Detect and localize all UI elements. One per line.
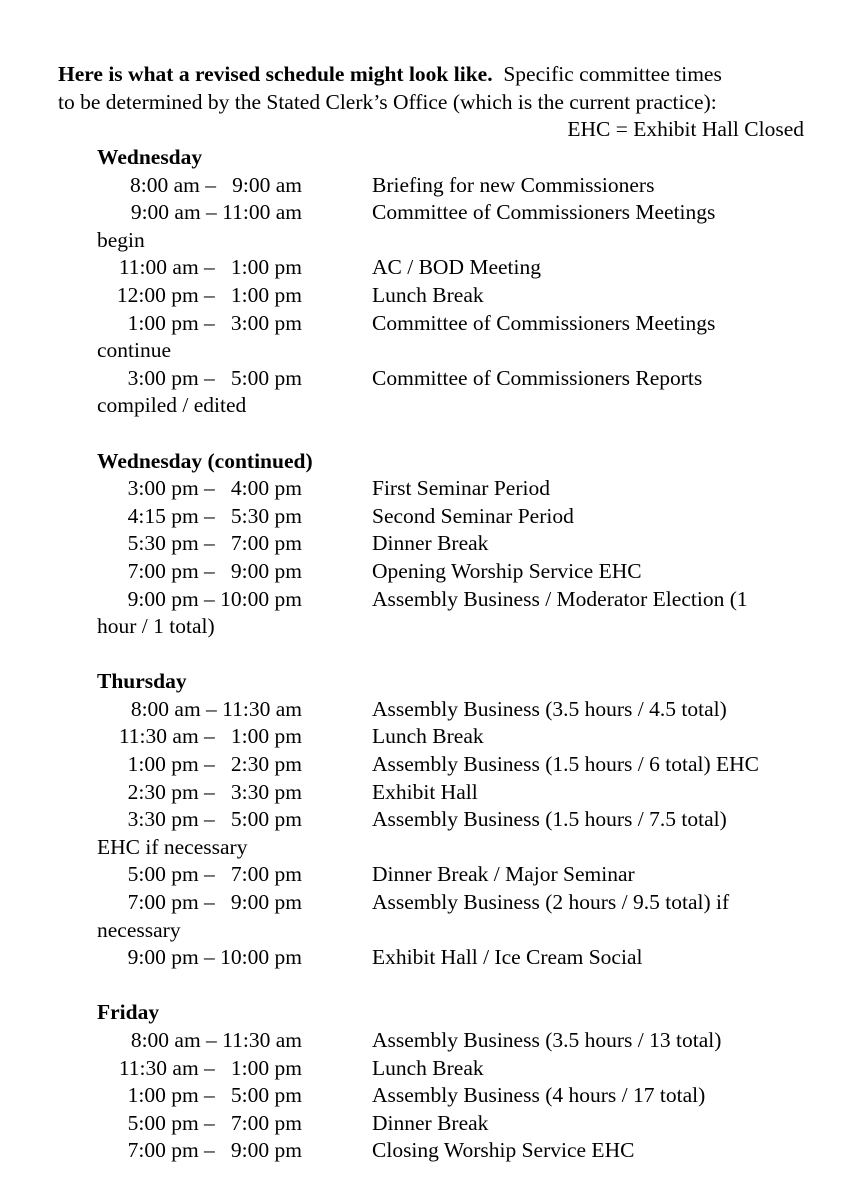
time-range: 9:00 am – 11:00 am (130, 200, 302, 225)
event-description: Assembly Business (1.5 hours / 6 total) EHC (372, 752, 759, 777)
intro-line-1-rest: Specific committee times (492, 62, 722, 86)
section-spacer (97, 641, 807, 669)
event-description: Exhibit Hall / Ice Cream Social (372, 945, 643, 970)
time-range: 1:00 pm – 3:00 pm (127, 310, 302, 335)
schedule-row (97, 806, 807, 834)
schedule-row (97, 696, 807, 724)
schedule-row (97, 723, 807, 751)
description-continuation: begin (97, 227, 145, 252)
event-description: Assembly Business (1.5 hours / 7.5 total) (372, 807, 727, 832)
time-range: 12:00 pm – 1:00 pm (116, 282, 302, 307)
description-continuation: hour / 1 total) (97, 614, 215, 639)
day-block (97, 668, 807, 972)
day-block (97, 448, 807, 641)
event-description: Assembly Business (3.5 hours / 13 total) (372, 1028, 722, 1052)
schedule-row (97, 1110, 807, 1138)
schedule-row (97, 199, 807, 227)
schedule-row (97, 172, 807, 200)
ehc-legend: EHC = Exhibit Hall Closed (567, 117, 804, 142)
day-heading: Wednesday (97, 145, 203, 169)
event-description: Lunch Break (372, 282, 484, 307)
event-description: Dinner Break / Major Seminar (372, 862, 635, 887)
schedule-row (97, 1055, 807, 1083)
time-range: 3:00 pm – 4:00 pm (127, 476, 302, 501)
time-range: 5:00 pm – 7:00 pm (127, 1110, 302, 1135)
schedule-row (97, 254, 807, 282)
time-range: 2:30 pm – 3:30 pm (127, 779, 302, 804)
time-range: 11:30 am – 1:00 pm (118, 1055, 302, 1080)
time-range: 7:00 pm – 9:00 pm (127, 1138, 302, 1163)
time-range: 5:30 pm – 7:00 pm (127, 531, 302, 556)
schedule-row (97, 558, 807, 586)
event-description: First Seminar Period (372, 476, 550, 501)
event-description: Assembly Business (3.5 hours / 4.5 total) (372, 696, 727, 721)
time-range: 11:30 am – 1:00 pm (118, 724, 302, 749)
day-block (97, 144, 807, 420)
event-description: Opening Worship Service EHC (372, 558, 642, 583)
schedule-row (97, 1082, 807, 1110)
event-description: Second Seminar Period (372, 503, 574, 528)
time-range: 8:00 am – 9:00 am (130, 172, 302, 197)
description-continuation: compiled / edited (97, 393, 247, 418)
day-heading: Thursday (97, 669, 187, 694)
time-range: 7:00 pm – 9:00 pm (127, 890, 302, 915)
time-range: 7:00 pm – 9:00 pm (127, 558, 302, 583)
event-description: Assembly Business / Moderator Election (1 (372, 586, 748, 611)
section-spacer (97, 420, 807, 448)
time-range: 8:00 am – 11:30 am (130, 696, 302, 721)
event-description: Committee of Commissioners Reports (372, 365, 703, 390)
schedule-row (97, 779, 807, 807)
description-continuation: EHC if necessary (97, 834, 248, 859)
intro-line-2: to be determined by the Stated Clerk’s Office (which is the current practice): (58, 89, 717, 114)
event-description: Assembly Business (4 hours / 17 total) (372, 1083, 706, 1108)
schedule (97, 144, 807, 1165)
description-continuation: continue (97, 338, 172, 363)
schedule-row (97, 586, 807, 614)
schedule-row (97, 944, 807, 972)
event-description: Dinner Break (372, 1110, 489, 1135)
schedule-row (97, 751, 807, 779)
day-heading: Friday (97, 1000, 160, 1025)
schedule-row (97, 1027, 807, 1055)
event-description: Committee of Commissioners Meetings (372, 310, 716, 335)
schedule-row (97, 889, 807, 917)
schedule-row (97, 861, 807, 889)
intro-paragraph (58, 61, 804, 144)
schedule-row (97, 475, 807, 503)
day-block (97, 999, 807, 1165)
section-spacer (97, 972, 807, 1000)
time-range: 3:30 pm – 5:00 pm (127, 807, 302, 832)
event-description: Exhibit Hall (372, 779, 478, 804)
schedule-row (97, 503, 807, 531)
time-range: 1:00 pm – 2:30 pm (127, 752, 302, 777)
schedule-row (97, 310, 807, 338)
event-description: Committee of Commissioners Meetings (372, 200, 716, 225)
intro-line-1 (58, 61, 804, 89)
event-description: Assembly Business (2 hours / 9.5 total) if (372, 890, 730, 915)
day-heading: Wednesday (continued) (97, 448, 313, 473)
event-description: Lunch Break (372, 724, 484, 749)
schedule-row (97, 530, 807, 558)
time-range: 11:00 am – 1:00 pm (118, 255, 302, 280)
intro-bold-sentence: Here is what a revised schedule might look like. (58, 62, 493, 86)
event-description: Dinner Break (372, 531, 489, 556)
time-range: 3:00 pm – 5:00 pm (127, 365, 302, 390)
event-description: AC / BOD Meeting (372, 255, 542, 280)
time-range: 4:15 pm – 5:30 pm (127, 503, 302, 528)
time-range: 5:00 pm – 7:00 pm (127, 862, 302, 887)
schedule-row (97, 1137, 807, 1165)
event-description: Closing Worship Service EHC (372, 1138, 635, 1163)
time-range: 9:00 pm – 10:00 pm (127, 945, 302, 970)
schedule-row (97, 365, 807, 393)
event-description: Briefing for new Commissioners (372, 172, 655, 197)
time-range: 1:00 pm – 5:00 pm (127, 1083, 302, 1108)
schedule-row (97, 282, 807, 310)
time-range: 9:00 pm – 10:00 pm (127, 586, 302, 611)
event-description: Lunch Break (372, 1055, 484, 1080)
time-range: 8:00 am – 11:30 am (130, 1028, 302, 1052)
description-continuation: necessary (97, 917, 181, 942)
